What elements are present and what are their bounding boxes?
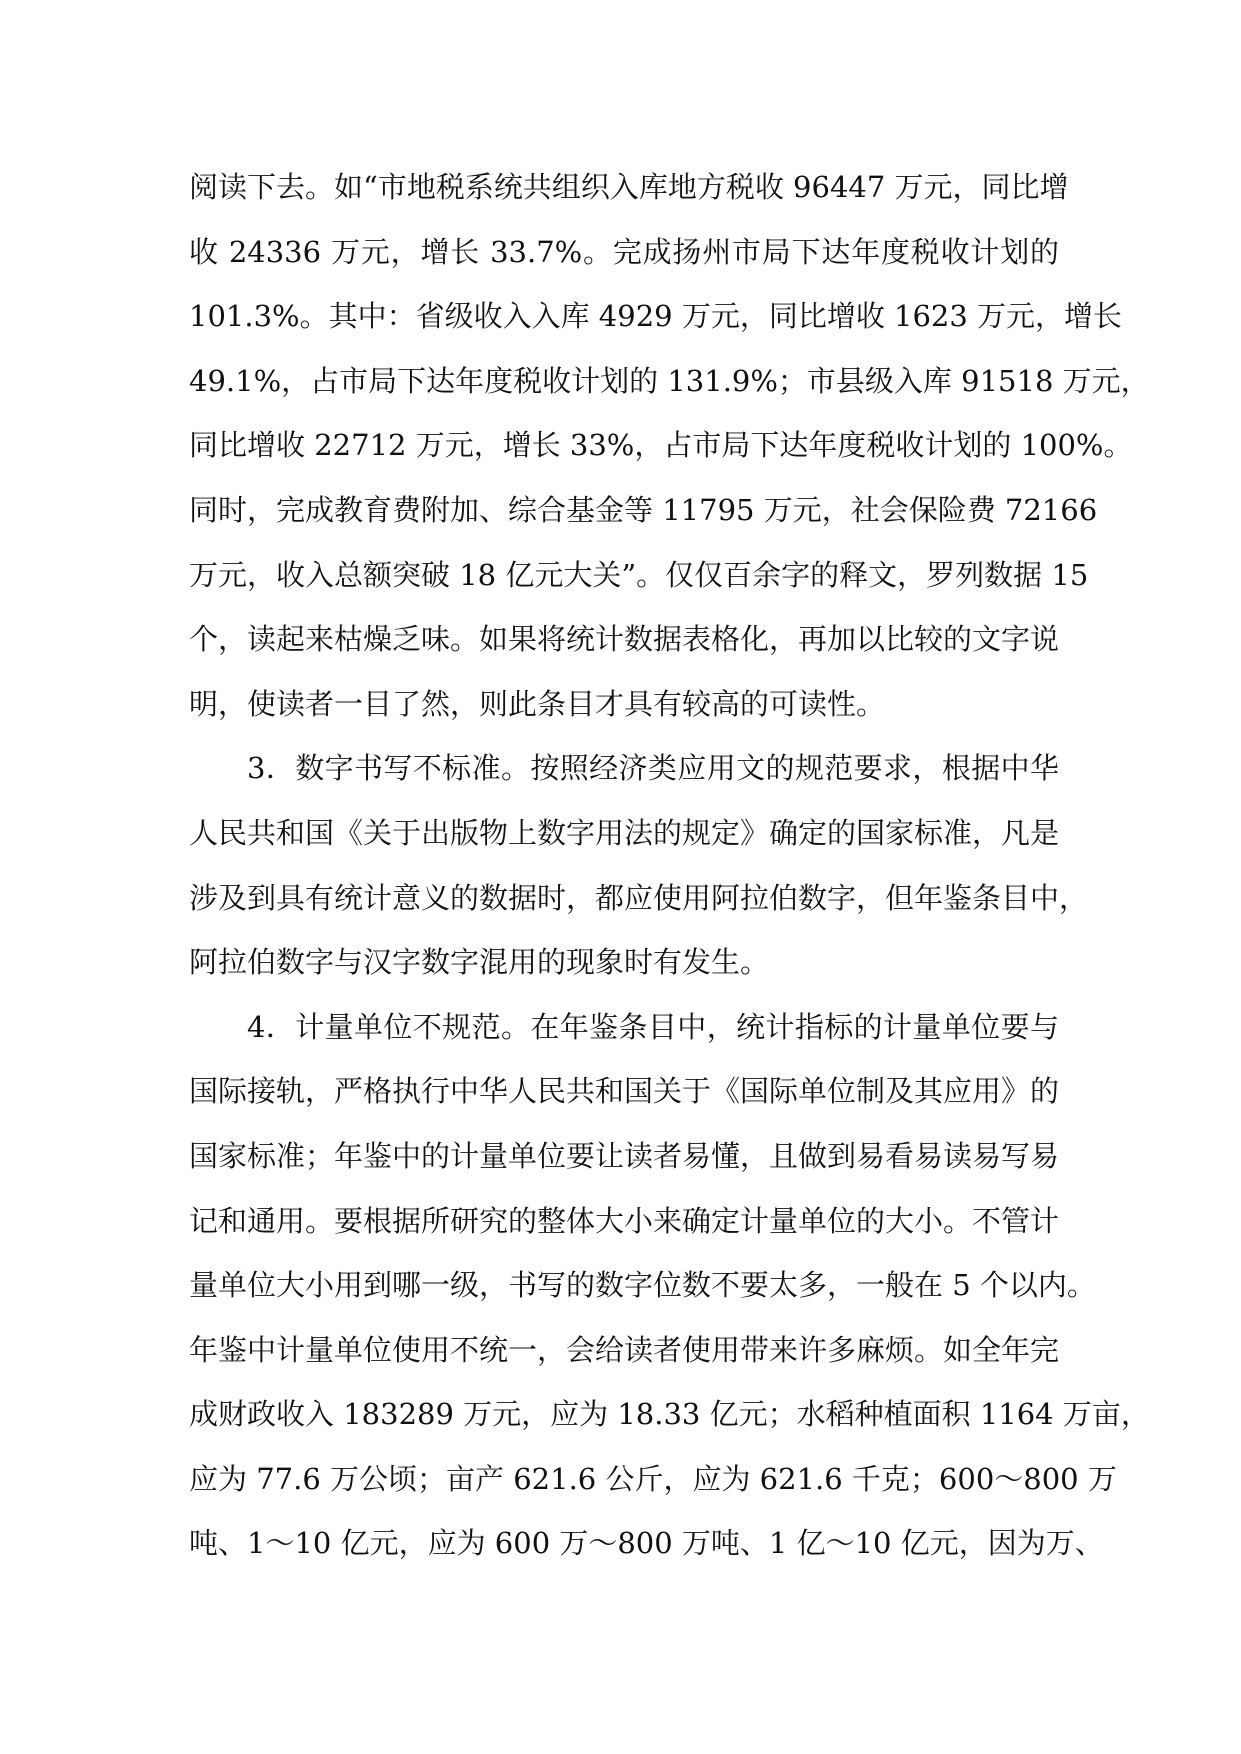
text-line-2: 收 24336 万元，增长 33.7%。完成扬州市局下达年度税收计划的 [189, 234, 1059, 269]
text-line-21: 应为 77.6 万公顷；亩产 621.6 公斤，应为 621.6 千克；600～800 万 [189, 1461, 1117, 1496]
text-line-1: 阅读下去。如“市地税系统共组织入库地方税收 96447 万元，同比增 [189, 170, 1069, 204]
text-line-10: 3．数字书写不标准。按照经济类应用文的规范要求，根据中华 [247, 751, 1059, 786]
text-line-17: 记和通用。要根据所研究的整体大小来确定计量单位的大小。不管计 [189, 1203, 1060, 1238]
body-text [189, 155, 1150, 1576]
text-line-6: 同时，完成教育费附加、综合基金等 11795 万元，社会保险费 72166 [189, 492, 1098, 527]
text-line-22: 吨、1～10 亿元，应为 600 万～800 万吨、1 亿～10 亿元，因为万、 [189, 1526, 1104, 1561]
text-line-19: 年鉴中计量单位使用不统一，会给读者使用带来许多麻烦。如全年完 [189, 1332, 1060, 1367]
text-line-14: 4．计量单位不规范。在年鉴条目中，统计指标的计量单位要与 [247, 1009, 1059, 1044]
text-line-11: 人民共和国《关于出版物上数字用法的规定》确定的国家标准，凡是 [189, 815, 1060, 850]
text-line-15: 国际接轨，严格执行中华人民共和国关于《国际单位制及其应用》的 [189, 1074, 1060, 1109]
text-line-18: 量单位大小用到哪一级，书写的数字位数不要太多，一般在 5 个以内。 [189, 1268, 1096, 1303]
text-line-9: 明，使读者一目了然，则此条目才具有较高的可读性。 [189, 686, 886, 721]
text-line-12: 涉及到具有统计意义的数据时，都应使用阿拉伯数字，但年鉴条目中， [189, 880, 1089, 915]
text-line-20: 成财政收入 183289 万元，应为 18.33 亿元；水稻种植面积 1164 万亩， [189, 1397, 1150, 1432]
text-line-16: 国家标准；年鉴中的计量单位要让读者易懂，且做到易看易读易写易 [189, 1138, 1060, 1173]
text-line-8: 个，读起来枯燥乏味。如果将统计数据表格化，再加以比较的文字说 [189, 622, 1060, 657]
text-line-4: 49.1%，占市局下达年度税收计划的 131.9%；市县级入库 91518 万元， [189, 363, 1150, 398]
text-line-7: 万元，收入总额突破 18 亿元大关”。仅仅百余字的释文，罗列数据 15 [189, 557, 1089, 592]
text-line-5: 同比增收 22712 万元，增长 33%，占市局下达年度税收计划的 100%。 [189, 428, 1133, 463]
text-line-3: 101.3%。其中：省级收入入库 4929 万元，同比增收 1623 万元，增长 [189, 299, 1123, 334]
text-line-13: 阿拉伯数字与汉字数字混用的现象时有发生。 [189, 945, 770, 980]
